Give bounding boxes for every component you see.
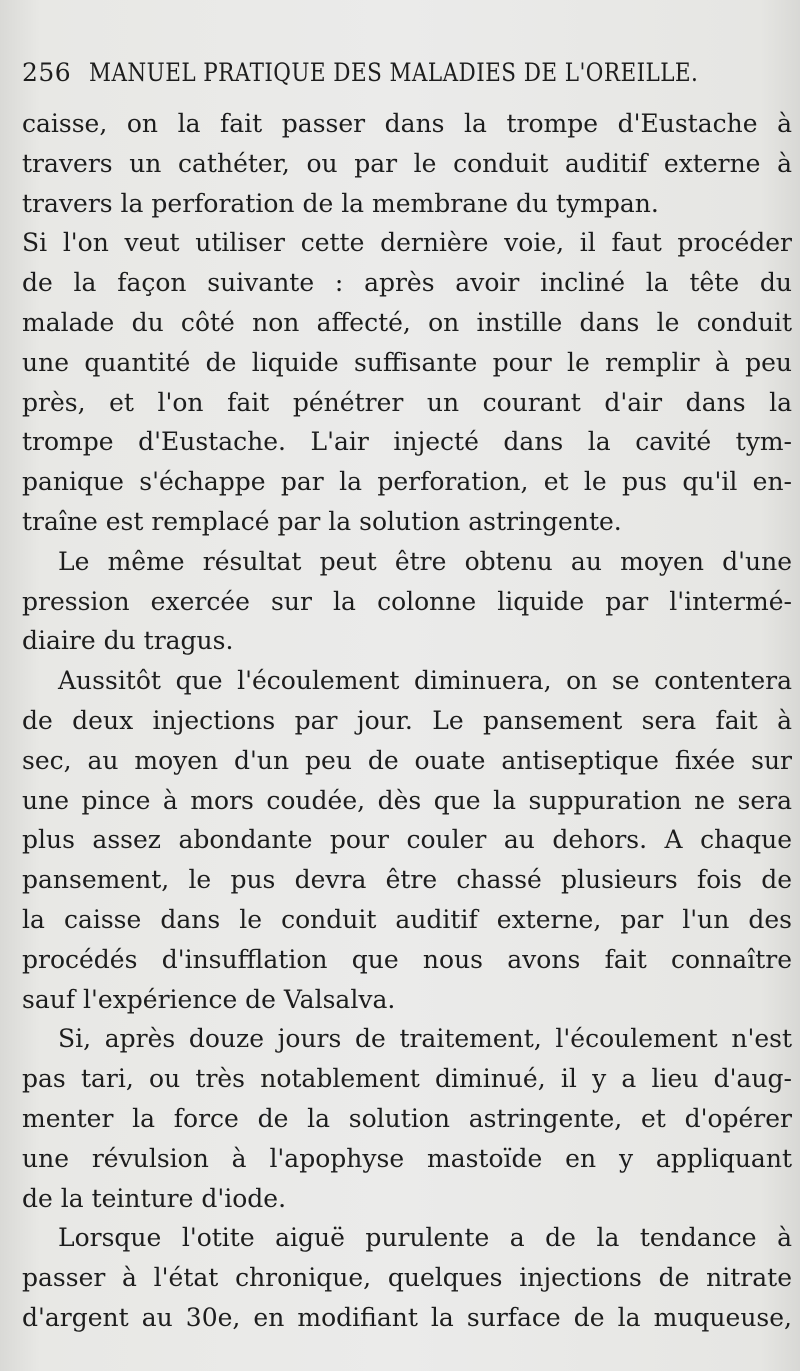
text-line: sauf l'expérience de Valsalva. bbox=[22, 984, 396, 1014]
text-line: la caisse dans le conduit auditif externe, par l'un des bbox=[22, 904, 792, 934]
text-line: malade du côté non affecté, on instille dans le conduit bbox=[22, 307, 792, 337]
text-line: caisse, on la fait passer dans la trompe d'Eustache à bbox=[22, 109, 792, 138]
text-line: Lorsque l'otite aiguë purulente a de la tendance à bbox=[58, 1223, 792, 1253]
text-line: travers un cathéter, ou par le conduit auditif externe à bbox=[22, 148, 792, 178]
running-title: MANUEL PRATIQUE DES MALADIES DE L'OREILLE. bbox=[89, 58, 699, 87]
text-line: de la façon suivante : après avoir incliné la tête du bbox=[22, 268, 792, 298]
text-line: pas tari, ou très notablement diminué, il y a lieu d'aug- bbox=[22, 1064, 792, 1094]
text-line: trompe d'Eustache. L'air injecté dans la cavité tym- bbox=[22, 427, 792, 457]
text-line: d'argent au 30e, en modifiant la surface de la muqueuse, bbox=[22, 1302, 792, 1332]
text-line: près, et l'on fait pénétrer un courant d'air dans la bbox=[22, 387, 792, 417]
text-line: traîne est remplacé par la solution astringente. bbox=[22, 506, 622, 536]
page-number: 256 bbox=[22, 58, 72, 87]
text-line: Le même résultat peut être obtenu au moyen d'une bbox=[58, 546, 792, 576]
text-line: une quantité de liquide suffisante pour le remplir à peu bbox=[22, 347, 792, 377]
text-line: une révulsion à l'apophyse mastoïde en y appliquant bbox=[22, 1143, 792, 1173]
text-line: pression exercée sur la colonne liquide par l'intermé- bbox=[22, 586, 792, 616]
text-line: plus assez abondante pour couler au dehors. A chaque bbox=[22, 825, 792, 855]
text-line: procédés d'insufflation que nous avons fait connaître bbox=[22, 944, 792, 974]
text-line: passer à l'état chronique, quelques injections de nitrate bbox=[22, 1263, 792, 1293]
text-line: de la teinture d'iode. bbox=[22, 1183, 287, 1213]
text-line: pansement, le pus devra être chassé plusieurs fois de bbox=[22, 865, 792, 895]
text-line: menter la force de la solution astringente, et d'opérer bbox=[22, 1103, 792, 1133]
text-line: Aussitôt que l'écoulement diminuera, on se contentera bbox=[58, 666, 792, 696]
text-line: sec, au moyen d'un peu de ouate antiseptique fixée sur bbox=[22, 745, 792, 775]
text-line: diaire du tragus. bbox=[22, 626, 234, 656]
text-line: de deux injections par jour. Le pansement sera fait à bbox=[22, 705, 792, 735]
body-text bbox=[22, 104, 792, 1338]
text-line: travers la perforation de la membrane du tympan. bbox=[22, 188, 659, 218]
text-line: Si l'on veut utiliser cette dernière voie, il faut procéder bbox=[22, 228, 792, 258]
page-header bbox=[22, 58, 792, 98]
text-line: Si, après douze jours de traitement, l'écoulement n'est bbox=[58, 1024, 792, 1054]
text-line: une pince à mors coudée, dès que la suppuration ne sera bbox=[22, 785, 792, 815]
text-line: panique s'échappe par la perforation, et le pus qu'il en- bbox=[22, 467, 792, 497]
